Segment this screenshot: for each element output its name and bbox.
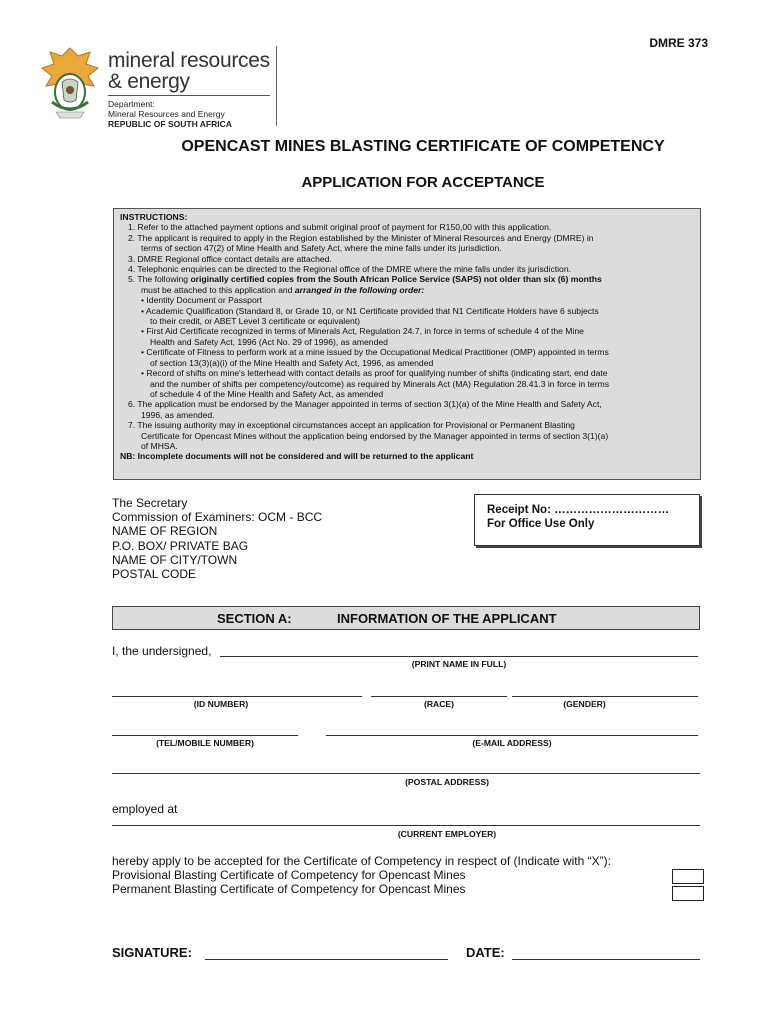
- requirement-shifts-c: of schedule 4 of the Mine Health and Safety Act, as amended: [150, 388, 384, 399]
- id-number-field[interactable]: [112, 696, 362, 697]
- address-line-5: NAME OF CITY/TOWN: [112, 552, 238, 567]
- apply-intro: hereby apply to be accepted for the Certificate of Competency in respect of (Indicate with “X”):: [112, 854, 611, 868]
- signature-field[interactable]: [205, 959, 448, 960]
- email-label: (E-MAIL ADDRESS): [472, 738, 552, 748]
- logo-dept-name: Mineral Resources and Energy: [108, 109, 225, 119]
- nb-note: NB: Incomplete documents will not be considered and will be returned to the applicant: [120, 451, 474, 462]
- provisional-checkbox[interactable]: [672, 869, 704, 884]
- employed-at-label: employed at: [112, 802, 178, 816]
- form-subtitle: APPLICATION FOR ACCEPTANCE: [301, 174, 545, 191]
- race-label: (RACE): [423, 699, 455, 709]
- date-field[interactable]: [512, 959, 700, 960]
- instruction-7a: 7. The issuing authority may in exceptional circumstances accept an application for Provisional or Permanent Blasting: [128, 420, 575, 431]
- permanent-checkbox[interactable]: [672, 886, 704, 901]
- logo-line1: mineral resources: [108, 49, 270, 72]
- undersigned-label: I, the undersigned,: [112, 644, 212, 658]
- requirement-first-aid-b: Health and Safety Act, 1996 (Act No. 29 of 1996), as amended: [150, 336, 388, 347]
- address-line-3: NAME OF REGION: [112, 524, 218, 539]
- tel-number-field[interactable]: [112, 735, 298, 736]
- address-line-2: Commission of Examiners: OCM - BCC: [112, 510, 323, 525]
- address-line-6: POSTAL CODE: [112, 567, 197, 582]
- requirement-fitness-a: • Certificate of Fitness to perform work at a mine issued by the Occupational Medical Practitioner (OMP) appointed in terms: [141, 347, 609, 358]
- instruction-5: 5. The following originally certified copies from the South African Police Service (SAPS) not older than six (6) months: [128, 274, 602, 285]
- id-number-label: (ID NUMBER): [193, 699, 249, 709]
- logo-vertical-rule: [276, 46, 277, 126]
- instruction-1: 1. Refer to the attached payment options and submit original proof of payment for R150,00 with this application.: [128, 222, 552, 233]
- requirement-academic-a: • Academic Qualification (Standard 8, or Grade 10, or N1 Certificate provided that N1 Certificate Holders have 6 subjects: [141, 305, 599, 316]
- department-logo: [38, 46, 278, 129]
- receipt-box: [474, 494, 700, 546]
- address-line-4: P.O. BOX/ PRIVATE BAG: [112, 538, 249, 553]
- postal-address-field[interactable]: [112, 773, 700, 774]
- logo-line2: & energy: [108, 70, 190, 93]
- postal-address-label: (POSTAL ADDRESS): [405, 777, 489, 787]
- current-employer-label: (CURRENT EMPLOYER): [397, 829, 497, 839]
- receipt-number: Receipt No: …………………………: [487, 504, 670, 516]
- gender-field[interactable]: [512, 696, 698, 697]
- instruction-3: 3. DMRE Regional office contact details are attached.: [128, 253, 332, 264]
- recipient-address: [112, 496, 322, 581]
- requirement-shifts-a: • Record of shifts on mine's letterhead with contact details as proof for qualifying number of shifts (indicating start, end date: [141, 368, 608, 379]
- full-name-field[interactable]: [220, 656, 698, 657]
- logo-country: REPUBLIC OF SOUTH AFRICA: [108, 119, 232, 129]
- coat-of-arms-icon: [38, 46, 102, 122]
- section-a-label: SECTION A:: [217, 611, 292, 626]
- provisional-option-label: Provisional Blasting Certificate of Competency for Opencast Mines: [112, 868, 466, 882]
- address-line-1: The Secretary: [112, 496, 188, 510]
- logo-divider: [108, 95, 270, 96]
- tel-number-label: (TEL/MOBILE NUMBER): [156, 738, 254, 748]
- form-code: DMRE 373: [649, 36, 708, 50]
- requirement-shifts-b: and the number of shifts per competency/outcome) as required by Minerals Act (MA) Regulation 28.41.3 in force in terms: [150, 378, 610, 389]
- date-label: DATE:: [466, 945, 505, 960]
- instructions-heading: INSTRUCTIONS:: [120, 212, 188, 222]
- instruction-6a: 6. The application must be endorsed by the Manager appointed in terms of section 3(1)(a) of the Mine Health and Safety Act,: [128, 399, 602, 410]
- section-a-header: [112, 606, 700, 630]
- logo-dept: Department:: [108, 99, 155, 109]
- instruction-2b: terms of section 47(2) of Mine Health and Safety Act, where the mine falls under its jurisdiction.: [141, 243, 502, 254]
- requirement-first-aid-a: • First Aid Certificate recognized in terms of Minerals Act, Regulation 24.7, in force in terms of schedule 4 of the Mine: [141, 326, 584, 337]
- form-title: OPENCAST MINES BLASTING CERTIFICATE OF COMPETENCY: [181, 138, 665, 155]
- section-a-title: INFORMATION OF THE APPLICANT: [337, 611, 557, 626]
- signature-label: SIGNATURE:: [112, 945, 192, 960]
- instruction-4: 4. Telephonic enquiries can be directed to the Regional office of the DMRE where the mine falls under its jurisdiction.: [128, 264, 571, 275]
- permanent-option-label: Permanent Blasting Certificate of Competency for Opencast Mines: [112, 882, 466, 896]
- instruction-2a: 2. The applicant is required to apply in the Region established by the Minister of Mineral Resources and Energy (DMRE) in: [128, 232, 594, 243]
- instruction-5b: must be attached to this application and arranged in the following order:: [141, 284, 425, 295]
- instruction-7c: of MHSA.: [141, 440, 178, 451]
- instruction-6b: 1996, as amended.: [141, 409, 215, 420]
- gender-label: (GENDER): [563, 699, 606, 709]
- race-field[interactable]: [371, 696, 507, 697]
- office-use-label: For Office Use Only: [487, 518, 595, 530]
- instructions-box: [113, 208, 701, 480]
- requirement-fitness-b: of section 13(3)(a)(i) of the Mine Health and Safety Act, 1996, as amended: [150, 357, 434, 368]
- requirement-academic-b: to their credit, or ABET Level 3 certificate or equivalent): [150, 316, 361, 327]
- print-name-label: (PRINT NAME IN FULL): [411, 659, 507, 669]
- current-employer-field[interactable]: [112, 825, 700, 826]
- requirement-identity: • Identity Document or Passport: [141, 295, 262, 306]
- instruction-7b: Certificate for Opencast Mines without the application being endorsed by the Manager appointed in terms of section 3(1)(a): [141, 430, 609, 441]
- email-field[interactable]: [326, 735, 698, 736]
